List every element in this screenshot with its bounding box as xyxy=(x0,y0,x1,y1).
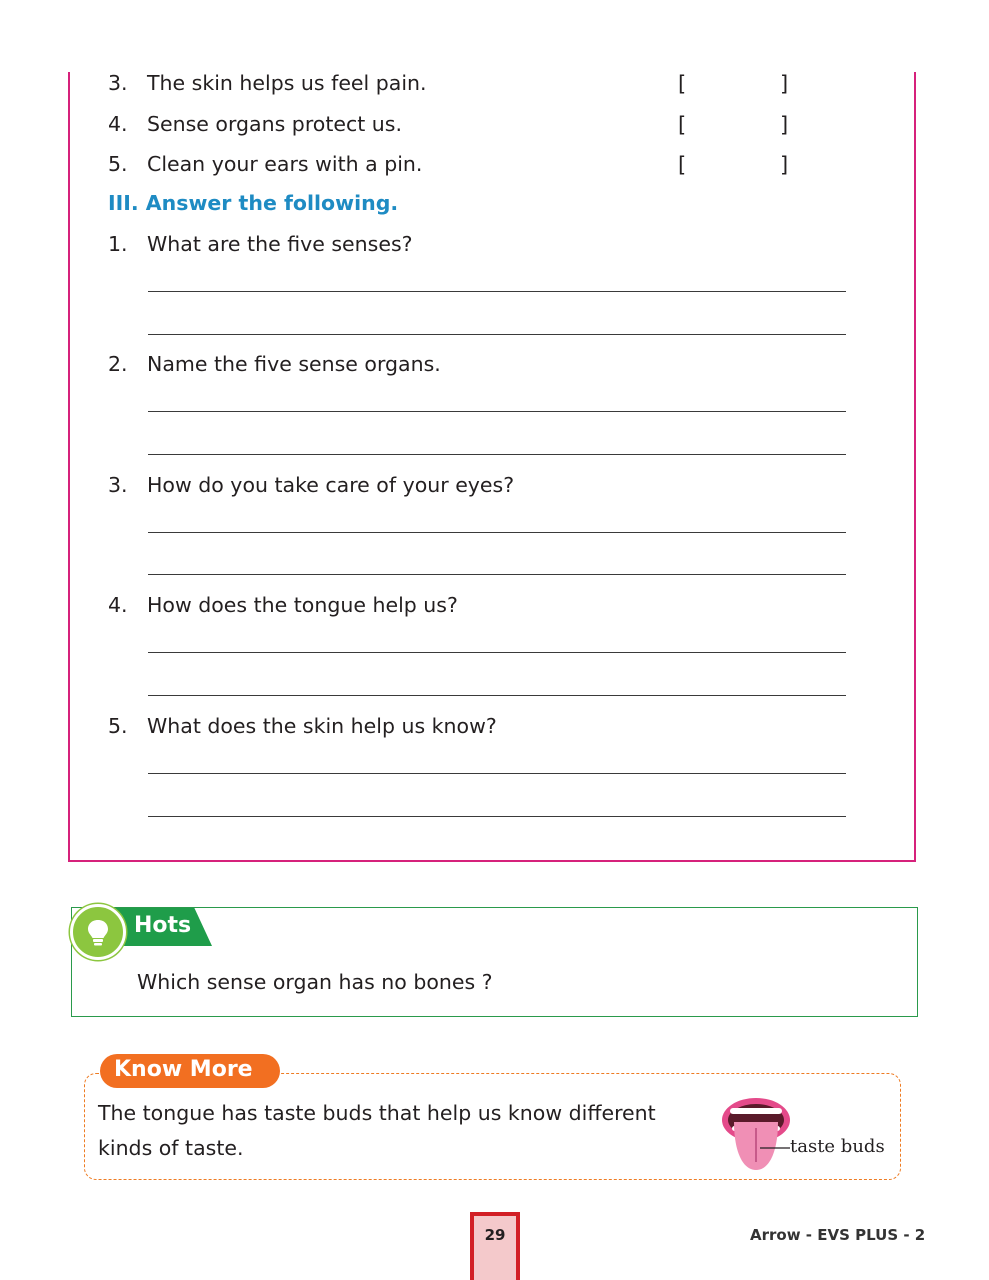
answer-line[interactable] xyxy=(148,652,846,653)
page-number-box xyxy=(470,1212,520,1280)
question-text: How does the tongue help us? xyxy=(147,593,458,617)
hots-label: Hots xyxy=(134,913,192,938)
question-number: 5. xyxy=(108,714,128,738)
statement-text: Sense organs protect us. xyxy=(147,112,402,136)
answer-line[interactable] xyxy=(148,454,846,455)
answer-line[interactable] xyxy=(148,411,846,412)
know-more-line-1: The tongue has taste buds that help us know different xyxy=(98,1101,656,1125)
answer-bracket-close: ] xyxy=(780,72,789,96)
statement-number: 5. xyxy=(108,152,128,176)
answer-line[interactable] xyxy=(148,773,846,774)
lightbulb-icon xyxy=(79,913,117,951)
answer-line[interactable] xyxy=(148,695,846,696)
question-text: Name the five sense organs. xyxy=(147,352,441,376)
statement-number: 3. xyxy=(108,71,128,95)
question-number: 4. xyxy=(108,593,128,617)
question-number: 2. xyxy=(108,352,128,376)
page-number: 29 xyxy=(484,1226,506,1244)
taste-buds-label: taste buds xyxy=(790,1136,885,1157)
question-number: 3. xyxy=(108,473,128,497)
statement-text: Clean your ears with a pin. xyxy=(147,152,423,176)
know-more-label: Know More xyxy=(114,1057,253,1082)
answer-line[interactable] xyxy=(148,816,846,817)
answer-bracket-close: ] xyxy=(780,153,789,177)
section-heading: III. Answer the following. xyxy=(108,191,399,215)
question-number: 1. xyxy=(108,232,128,256)
tongue-icon xyxy=(716,1092,796,1178)
answer-bracket-close: ] xyxy=(780,113,789,137)
answer-bracket-open: [ xyxy=(678,153,687,177)
know-more-line-2: kinds of taste. xyxy=(98,1136,244,1160)
question-text: What are the five senses? xyxy=(147,232,413,256)
question-text: How do you take care of your eyes? xyxy=(147,473,515,497)
book-title: Arrow - EVS PLUS - 2 xyxy=(750,1226,926,1244)
statement-text: The skin helps us feel pain. xyxy=(147,71,427,95)
statement-number: 4. xyxy=(108,112,128,136)
hots-question: Which sense organ has no bones ? xyxy=(137,970,493,994)
answer-bracket-open: [ xyxy=(678,72,687,96)
answer-line[interactable] xyxy=(148,532,846,533)
answer-bracket-open: [ xyxy=(678,113,687,137)
answer-line[interactable] xyxy=(148,574,846,575)
answer-line[interactable] xyxy=(148,291,846,292)
question-text: What does the skin help us know? xyxy=(147,714,497,738)
answer-line[interactable] xyxy=(148,334,846,335)
